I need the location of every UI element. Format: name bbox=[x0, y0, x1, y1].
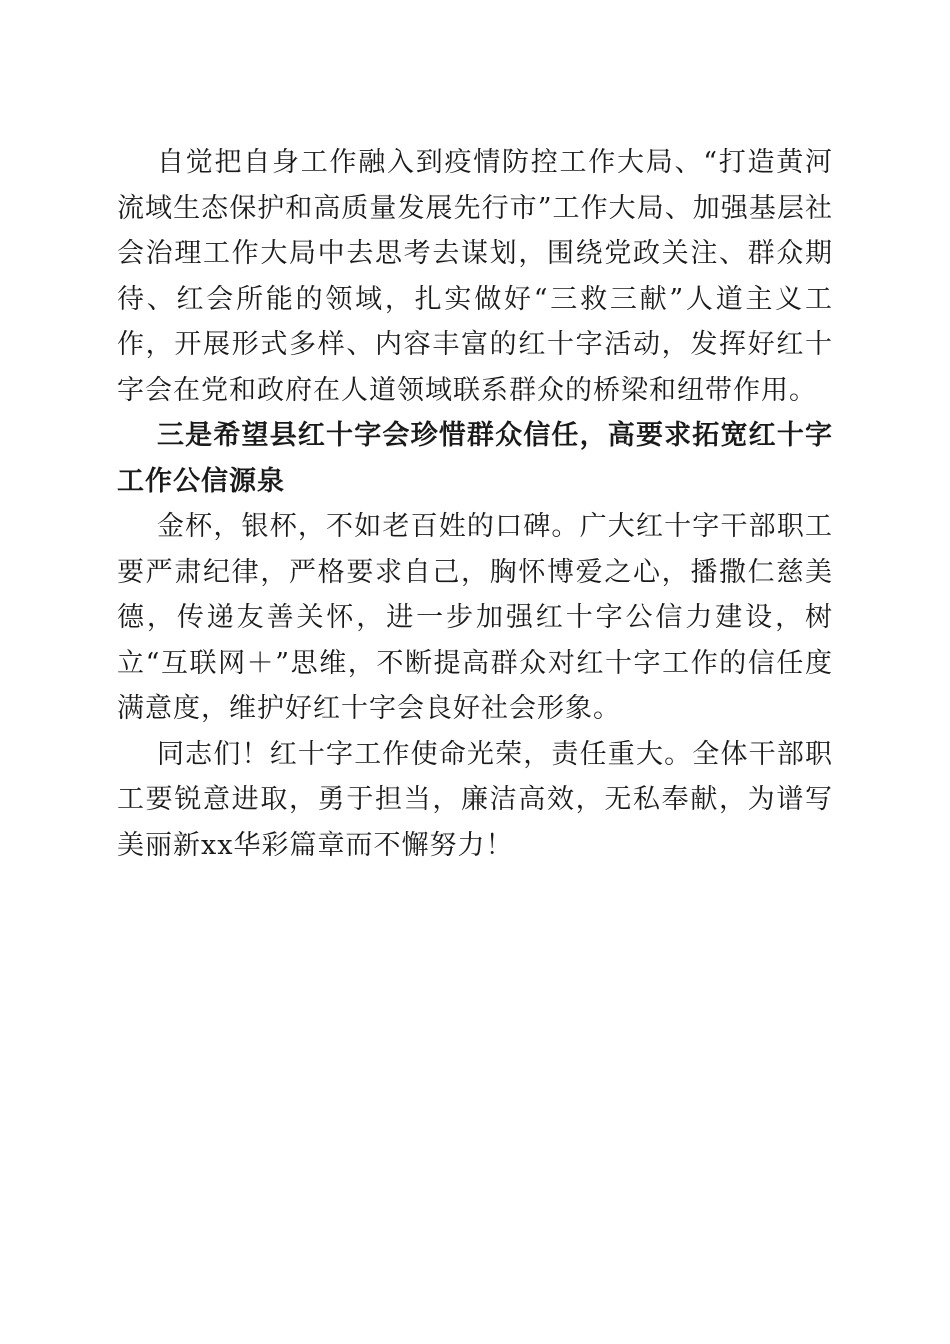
document-body bbox=[117, 140, 833, 868]
paragraph-closing: 同志们！红十字工作使命光荣，责任重大。全体干部职工要锐意进取，勇于担当，廉洁高效，无私奉献，为谱写美丽新xx华彩篇章而不懈努力！ bbox=[117, 738, 833, 861]
section-heading-three: 三是希望县红十字会珍惜群众信任，高要求拓宽红十字工作公信源泉 bbox=[117, 420, 833, 497]
paragraph-work-integration: 自觉把自身工作融入到疫情防控工作大局、“打造黄河流域生态保护和高质量发展先行市”工作大局、加强基层社会治理工作大局中去思考去谋划，围绕党政关注、群众期待、红会所能的领域，扎实做好“三救三献”人道主义工作，开展形式多样、内容丰富的红十字活动，发挥好红十字会在党和政府在人道领域联系群众的桥梁和纽带作用。 bbox=[117, 147, 833, 406]
paragraph-public-trust: 金杯，银杯，不如老百姓的口碑。广大红十字干部职工要严肃纪律，严格要求自己，胸怀博爱之心，播撒仁慈美德，传递友善关怀，进一步加强红十字公信力建设，树立“互联网＋”思维，不断提高群众对红十字工作的信任度满意度，维护好红十字会良好社会形象。 bbox=[117, 511, 833, 724]
